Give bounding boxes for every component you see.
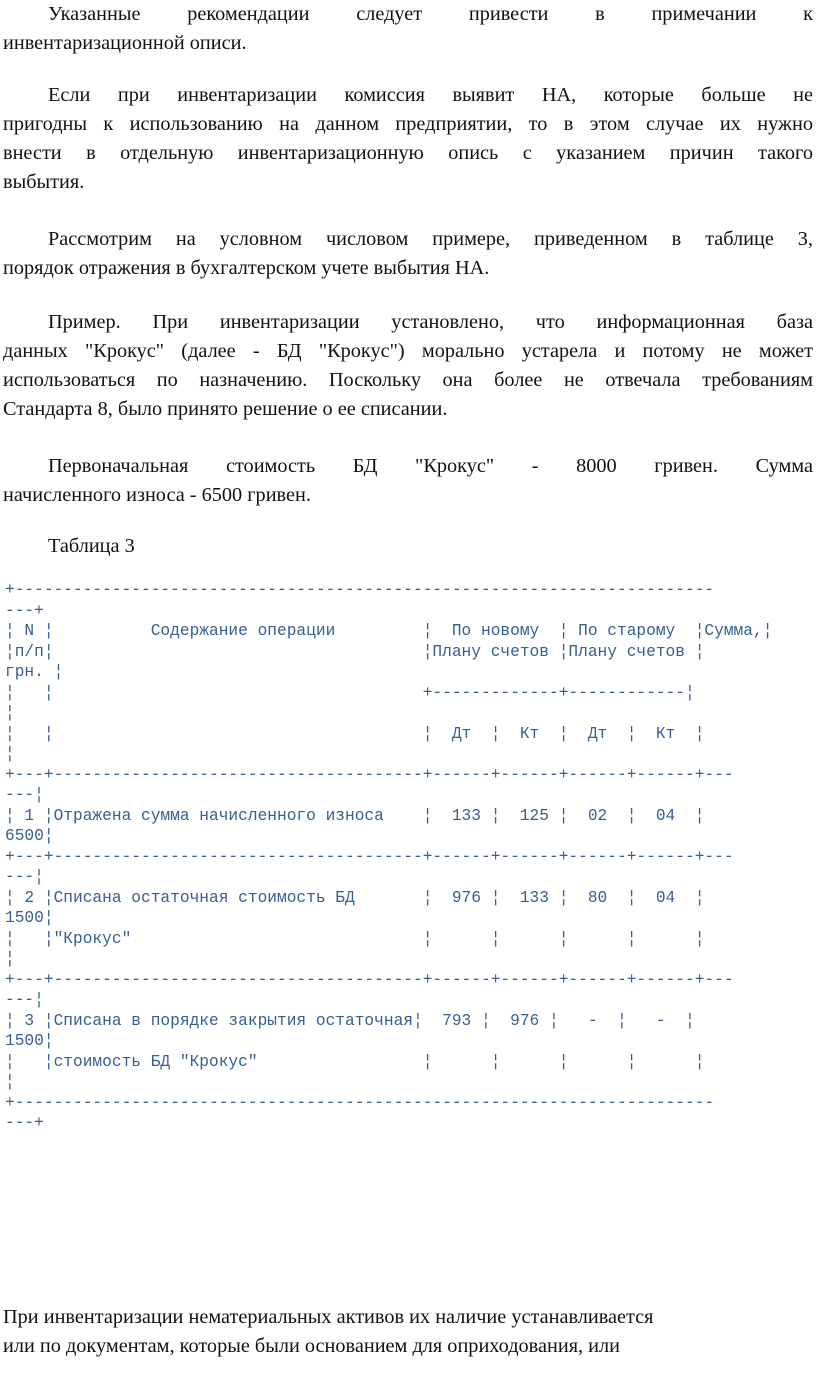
table-text-line: ¦: [5, 950, 15, 968]
table-text-line: ---¦: [5, 786, 44, 804]
text-line: Рассмотрим на условном числовом примере, приведенном в таблице 3,: [48, 228, 813, 250]
text-line: выбытия.: [3, 171, 85, 193]
table-text-line: ¦: [5, 1073, 15, 1091]
table-caption: Таблица 3: [48, 535, 135, 557]
text-line: пригодны к использованию на данном предприятии, то в этом случае их нужно: [3, 113, 813, 135]
table-text-line: +---+--------------------------------------+------+------+------+------+---: [5, 970, 734, 989]
table-text-line: ¦ ¦стоимость БД "Крокус" ¦ ¦ ¦ ¦ ¦: [5, 1052, 705, 1071]
text-line: Если при инвентаризации комиссия выявит НА, которые больше не: [48, 84, 813, 106]
table-text-line: ---¦: [5, 868, 44, 886]
paragraph-numeric-example: [3, 225, 813, 283]
table-text-line: +------------------------------------------------------------------------: [5, 581, 715, 599]
table-text-line: +---+--------------------------------------+------+------+------+------+---: [5, 765, 734, 784]
text-line: Пример. При инвентаризации установлено, что информационная база: [48, 311, 813, 333]
table-text-line: ¦ 1 ¦Отражена сумма начисленного износа ¦ 133 ¦ 125 ¦ 02 ¦ 04 ¦: [5, 806, 705, 825]
text-line: данных "Крокус" (далее - БД "Крокус") морально устарела и потому не может: [3, 340, 813, 362]
paragraph-inventory-documents: [3, 1303, 813, 1361]
text-line: инвентаризационной описи.: [3, 32, 247, 54]
text-line: Стандарта 8, было принято решение о ее списании.: [3, 398, 448, 420]
text-line: При инвентаризации нематериальных активов их наличие устанавливается: [3, 1306, 654, 1328]
table-text-line: ¦ N ¦ Содержание операции ¦ По новому ¦ По старому ¦Сумма,¦: [5, 622, 773, 640]
table-text-line: ---+: [5, 601, 44, 620]
table-text-line: ¦: [5, 704, 15, 722]
paragraph-example-krokus: [3, 308, 813, 424]
text-line: Первоначальная стоимость БД "Крокус" - 8000 гривен. Сумма: [48, 455, 813, 477]
table-text-line: 6500¦: [5, 827, 54, 845]
table-text-line: +------------------------------------------------------------------------: [5, 1093, 715, 1112]
table-text-line: ¦ ¦"Крокус" ¦ ¦ ¦ ¦ ¦: [5, 929, 705, 948]
paragraph-disposal-commission: [3, 81, 813, 197]
text-line: порядок отражения в бухгалтерском учете выбытия НА.: [3, 257, 490, 279]
text-line: внести в отдельную инвентаризационную опись с указанием причин такого: [3, 142, 813, 164]
table-text-line: ¦ 3 ¦Списана в порядке закрытия остаточная¦ 793 ¦ 976 ¦ - ¦ - ¦: [5, 1011, 695, 1030]
text-line: или по документам, которые были основанием для оприходования, или: [3, 1335, 620, 1357]
table-text-line: 1500¦: [5, 1032, 54, 1050]
ascii-table: [5, 580, 816, 1134]
table-text-line: ¦: [5, 745, 15, 763]
paragraph-initial-cost: [3, 452, 813, 510]
table-text-line: ¦ ¦ ¦ Дт ¦ Кт ¦ Дт ¦ Кт ¦: [5, 724, 705, 743]
table-text-line: ---¦: [5, 991, 44, 1009]
text-line: Указанные рекомендации следует привести в примечании к: [48, 3, 813, 25]
paragraph-recommendations: [3, 0, 813, 58]
text-line: использоваться по назначению. Поскольку она более не отвечала требованиям: [3, 369, 813, 391]
table-text-line: ¦ ¦ +-------------+------------¦: [5, 683, 695, 702]
table-text-line: ¦п/п¦ ¦Плану счетов ¦Плану счетов ¦: [5, 642, 705, 661]
table-text-line: ---+: [5, 1114, 44, 1132]
table-text-line: ¦ 2 ¦Списана остаточная стоимость БД ¦ 976 ¦ 133 ¦ 80 ¦ 04 ¦: [5, 888, 705, 907]
table-text-line: грн. ¦: [5, 663, 64, 681]
table-text-line: 1500¦: [5, 909, 54, 927]
table-text-line: +---+--------------------------------------+------+------+------+------+---: [5, 847, 734, 866]
text-line: начисленного износа - 6500 гривен.: [3, 484, 311, 506]
